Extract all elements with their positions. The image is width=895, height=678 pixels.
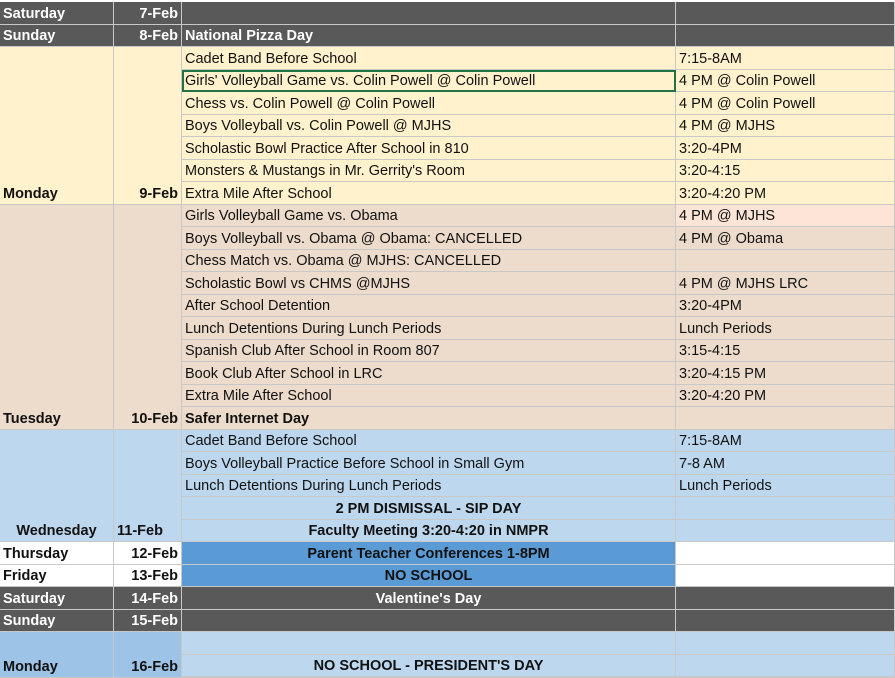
- event-cell[interactable]: [182, 362, 676, 385]
- time-cell-text: 7:15-8AM: [679, 51, 742, 67]
- event-cell[interactable]: [182, 407, 676, 430]
- event-cell-text: Scholastic Bowl vs CHMS @MJHS: [185, 276, 411, 292]
- event-cell-text: Lunch Detentions During Lunch Periods: [185, 321, 442, 337]
- date-cell-text: 11-Feb: [117, 523, 163, 539]
- date-cell-text: 13-Feb: [131, 568, 178, 584]
- event-cell-text: Cadet Band Before School: [185, 51, 357, 67]
- event-cell[interactable]: [182, 497, 676, 520]
- time-cell[interactable]: [676, 655, 895, 677]
- day-cell[interactable]: [0, 47, 114, 205]
- time-cell[interactable]: [676, 385, 895, 407]
- time-cell[interactable]: [676, 25, 895, 47]
- event-cell[interactable]: [182, 272, 676, 295]
- event-cell-text: Boys Volleyball vs. Colin Powell @ MJHS: [185, 118, 452, 134]
- time-cell[interactable]: [676, 250, 895, 272]
- event-cell[interactable]: [182, 542, 676, 565]
- event-cell[interactable]: [182, 317, 676, 340]
- time-cell[interactable]: [676, 565, 895, 587]
- event-cell-text: Monsters & Mustangs in Mr. Gerrity's Room: [185, 163, 465, 179]
- time-cell[interactable]: [676, 497, 895, 520]
- date-cell[interactable]: [114, 610, 182, 632]
- event-cell[interactable]: [182, 385, 676, 407]
- event-cell-text: After School Detention: [185, 298, 331, 314]
- time-cell-text: 3:20-4PM: [679, 141, 742, 157]
- event-cell[interactable]: [182, 182, 676, 205]
- event-cell-text: Extra Mile After School: [185, 388, 332, 404]
- time-cell[interactable]: [676, 205, 895, 227]
- day-cell-text: Friday: [3, 568, 47, 584]
- event-cell-text: Faculty Meeting 3:20-4:20 in NMPR: [308, 523, 549, 539]
- day-cell-text: Tuesday: [3, 411, 61, 427]
- event-cell-text: NO SCHOOL: [384, 568, 473, 584]
- event-cell-text: National Pizza Day: [185, 28, 314, 44]
- event-cell-text: Extra Mile After School: [185, 186, 332, 202]
- day-cell[interactable]: [0, 205, 114, 430]
- date-cell[interactable]: [114, 47, 182, 205]
- time-cell[interactable]: [676, 340, 895, 362]
- date-cell[interactable]: [114, 587, 182, 610]
- event-cell-text: Boys Volleyball Practice Before School in Small Gym: [185, 456, 525, 472]
- time-cell[interactable]: [676, 475, 895, 497]
- date-cell-text: 12-Feb: [131, 546, 178, 562]
- date-cell[interactable]: [114, 565, 182, 587]
- time-cell-text: 7:15-8AM: [679, 433, 742, 449]
- event-cell-text: Scholastic Bowl Practice After School in 810: [185, 141, 469, 157]
- day-cell-text: Monday: [3, 186, 58, 202]
- event-cell-text: 2 PM DISMISSAL - SIP DAY: [335, 501, 522, 517]
- date-cell-text: 7-Feb: [139, 6, 178, 22]
- day-cell[interactable]: [0, 430, 114, 542]
- event-cell[interactable]: [182, 70, 676, 92]
- event-cell-text: Parent Teacher Conferences 1-8PM: [307, 546, 550, 562]
- time-cell[interactable]: [676, 295, 895, 317]
- day-cell[interactable]: [0, 632, 114, 678]
- event-cell-text: Lunch Detentions During Lunch Periods: [185, 478, 442, 494]
- time-cell-text: Lunch Periods: [679, 321, 772, 337]
- time-cell[interactable]: [676, 520, 895, 542]
- event-cell[interactable]: [182, 610, 676, 632]
- time-cell[interactable]: [676, 587, 895, 610]
- event-cell[interactable]: [182, 295, 676, 317]
- event-cell[interactable]: [182, 452, 676, 475]
- event-cell[interactable]: [182, 205, 676, 227]
- day-cell[interactable]: [0, 25, 114, 47]
- day-cell[interactable]: [0, 2, 114, 25]
- time-cell-text: 4 PM @ Obama: [679, 231, 784, 247]
- event-cell-text: NO SCHOOL - PRESIDENT'S DAY: [313, 658, 544, 674]
- time-cell-text: 4 PM @ MJHS: [679, 208, 776, 224]
- time-cell[interactable]: [676, 70, 895, 92]
- event-cell[interactable]: [182, 137, 676, 160]
- time-cell-text: 4 PM @ Colin Powell: [679, 96, 816, 112]
- event-cell[interactable]: [182, 587, 676, 610]
- time-cell-text: 4 PM @ MJHS LRC: [679, 276, 809, 292]
- time-cell[interactable]: [676, 407, 895, 430]
- event-cell-text: Spanish Club After School in Room 807: [185, 343, 440, 359]
- date-cell-text: 15-Feb: [131, 613, 178, 629]
- time-cell[interactable]: [676, 317, 895, 340]
- event-cell[interactable]: [182, 430, 676, 452]
- event-cell[interactable]: [182, 25, 676, 47]
- time-cell[interactable]: [676, 227, 895, 250]
- day-cell[interactable]: [0, 587, 114, 610]
- time-cell-text: 3:20-4PM: [679, 298, 742, 314]
- day-cell-text: Sunday: [3, 613, 56, 629]
- time-cell-text: 3:20-4:20 PM: [679, 186, 767, 202]
- date-cell[interactable]: [114, 205, 182, 430]
- time-cell[interactable]: [676, 137, 895, 160]
- time-cell-text: 3:20-4:15 PM: [679, 366, 767, 382]
- time-cell[interactable]: [676, 47, 895, 70]
- event-cell[interactable]: [182, 655, 676, 677]
- time-cell[interactable]: [676, 430, 895, 452]
- time-cell[interactable]: [676, 542, 895, 565]
- time-cell-text: 3:20-4:15: [679, 163, 741, 179]
- event-cell-text: Chess Match vs. Obama @ MJHS: CANCELLED: [185, 253, 502, 269]
- date-cell-text: 8-Feb: [139, 28, 178, 44]
- time-cell[interactable]: [676, 115, 895, 137]
- time-cell[interactable]: [676, 160, 895, 182]
- day-cell-text: Monday: [3, 659, 58, 675]
- day-cell-text: Saturday: [3, 6, 66, 22]
- event-cell[interactable]: [182, 47, 676, 70]
- event-cell[interactable]: [182, 632, 676, 655]
- date-cell[interactable]: [114, 542, 182, 565]
- time-cell[interactable]: [676, 2, 895, 25]
- day-cell-text: Wednesday: [16, 523, 97, 539]
- event-cell[interactable]: [182, 250, 676, 272]
- event-cell-text: Chess vs. Colin Powell @ Colin Powell: [185, 96, 436, 112]
- time-cell[interactable]: [676, 272, 895, 295]
- event-cell[interactable]: [182, 340, 676, 362]
- date-cell[interactable]: [114, 632, 182, 678]
- event-cell-text: Girls' Volleyball Game vs. Colin Powell @ Colin Powell: [185, 73, 536, 89]
- time-cell-text: 3:20-4:20 PM: [679, 388, 767, 404]
- date-cell[interactable]: [114, 430, 182, 542]
- day-cell[interactable]: [0, 610, 114, 632]
- event-cell-text: Safer Internet Day: [185, 411, 310, 427]
- day-cell[interactable]: [0, 542, 114, 565]
- event-cell[interactable]: [182, 92, 676, 115]
- time-cell[interactable]: [676, 452, 895, 475]
- event-cell-text: Boys Volleyball vs. Obama @ Obama: CANCELLED: [185, 231, 523, 247]
- time-cell[interactable]: [676, 362, 895, 385]
- date-cell[interactable]: [114, 25, 182, 47]
- time-cell-text: 3:15-4:15: [679, 343, 741, 359]
- day-cell-text: Thursday: [3, 546, 69, 562]
- event-cell[interactable]: [182, 520, 676, 542]
- time-cell-text: 7-8 AM: [679, 456, 725, 472]
- date-cell[interactable]: [114, 2, 182, 25]
- date-cell-text: 16-Feb: [131, 659, 178, 675]
- event-cell[interactable]: [182, 2, 676, 25]
- time-cell[interactable]: [676, 610, 895, 632]
- date-cell-text: 14-Feb: [131, 591, 178, 607]
- event-cell-text: Cadet Band Before School: [185, 433, 357, 449]
- date-cell-text: 9-Feb: [139, 186, 178, 202]
- event-cell[interactable]: [182, 115, 676, 137]
- time-cell[interactable]: [676, 182, 895, 205]
- event-cell-text: Valentine's Day: [375, 591, 482, 607]
- event-cell[interactable]: [182, 475, 676, 497]
- event-cell-text: Girls Volleyball Game vs. Obama: [185, 208, 398, 224]
- event-cell[interactable]: [182, 160, 676, 182]
- date-cell-text: 10-Feb: [131, 411, 178, 427]
- time-cell[interactable]: [676, 92, 895, 115]
- event-cell-text: Book Club After School in LRC: [185, 366, 383, 382]
- time-cell-text: 4 PM @ Colin Powell: [679, 73, 816, 89]
- day-cell[interactable]: [0, 565, 114, 587]
- time-cell[interactable]: [676, 632, 895, 655]
- time-cell-text: 4 PM @ MJHS: [679, 118, 776, 134]
- day-cell-text: Saturday: [3, 591, 66, 607]
- event-cell[interactable]: [182, 227, 676, 250]
- day-cell-text: Sunday: [3, 28, 56, 44]
- event-cell[interactable]: [182, 565, 676, 587]
- time-cell-text: Lunch Periods: [679, 478, 772, 494]
